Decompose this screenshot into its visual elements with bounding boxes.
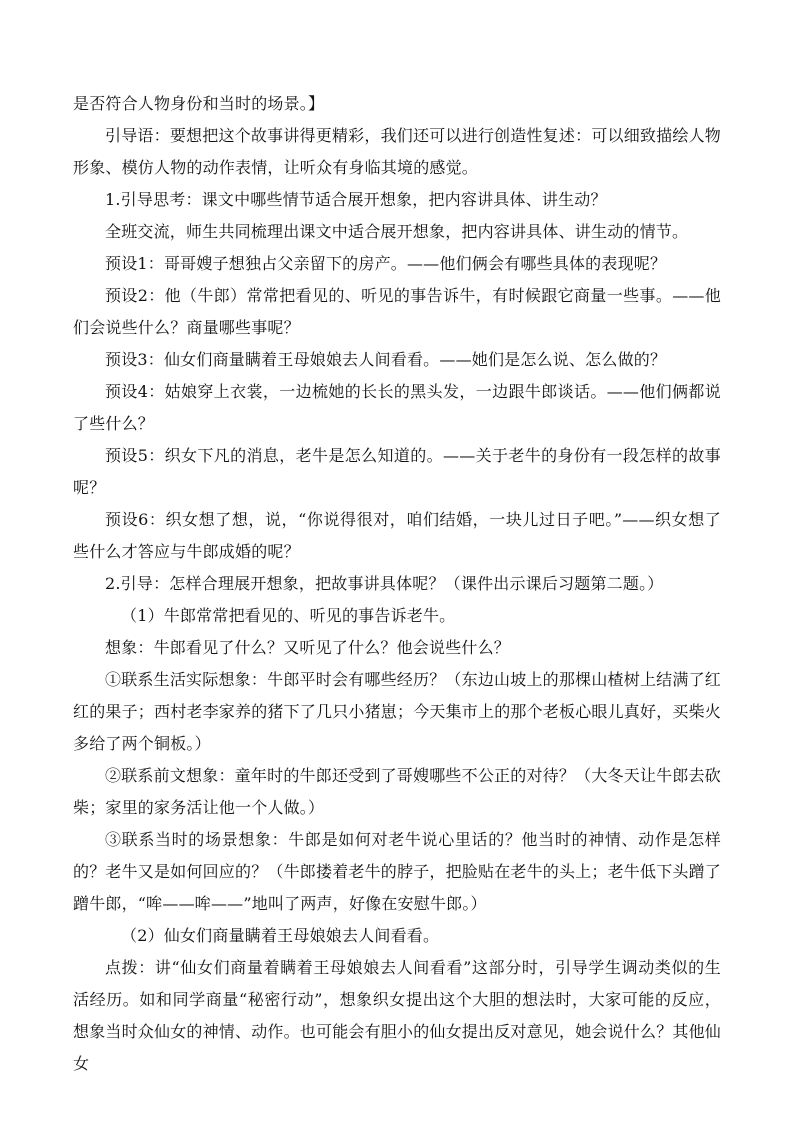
paragraph-preset-2: 预设2：他（牛郎）常常把看见的、听见的事告诉牛，有时候跟它商量一些事。——他们会说些什么？商量哪些事呢？ (73, 286, 721, 337)
paragraph-hint: 点拨：讲“仙女们商量着瞒着王母娘娘去人间看看”这部分时，引导学生调动类似的生活经历。如和同学商量“秘密行动”，想象织女提出这个大胆的想法时，大家可能的反应，想象当时众仙女的神情、动作。也可能会有胆小的仙女提出反对意见，她会说什么？其他仙女 (73, 958, 722, 1073)
paragraph-class-discussion: 全班交流，师生共同梳理出课文中适合展开想象，把内容讲具体、讲生动的情节。 (105, 222, 689, 241)
paragraph-subpoint-2: （2）仙女们商量瞒着王母娘娘去人间看看。 (121, 926, 440, 945)
paragraph-preset-4: 预设4：姑娘穿上衣裳，一边梳她的长长的黑头发，一边跟牛郎谈话。——他们俩都说了些什么？ (73, 382, 721, 433)
paragraph-step-1: 1.引导思考：课文中哪些情节适合展开想象，把内容讲具体、讲生动？ (105, 190, 607, 209)
paragraph-subpoint-1: （1）牛郎常常把看见的、听见的事告诉老牛。 (121, 606, 456, 625)
paragraph-imagine: 想象：牛郎看见了什么？又听见了什么？他会说些什么？ (105, 638, 511, 657)
paragraph-guide-intro: 引导语：要想把这个故事讲得更精彩，我们还可以进行创造性复述：可以细致描绘人物形象、模仿人物的动作表情，让听众有身临其境的感觉。 (73, 126, 721, 177)
paragraph-preset-5: 预设5：织女下凡的消息，老牛是怎么知道的。——关于老牛的身份有一段怎样的故事呢？ (73, 446, 721, 497)
paragraph-preset-3: 预设3：仙女们商量瞒着王母娘娘去人间看看。——她们是怎么说、怎么做的？ (105, 350, 667, 369)
paragraph-life-experience: ①联系生活实际想象：牛郎平时会有哪些经历？（东边山坡上的那棵山楂树上结满了红红的果子；西村老李家养的猪下了几只小猪崽；今天集市上的那个老板心眼儿真好，买柴火多给了两个铜板。） (73, 670, 722, 753)
paragraph-preset-6: 预设6：织女想了想，说，“你说得很对，咱们结婚，一块儿过日子吧。”——织女想了些什么才答应与牛郎成婚的呢？ (73, 510, 721, 561)
paragraph-step-2: 2.引导：怎样合理展开想象，把故事讲具体呢？（课件出示课后习题第二题。） (105, 574, 664, 593)
paragraph-preset-1: 预设1：哥哥嫂子想独占父亲留下的房产。——他们俩会有哪些具体的表现呢？ (105, 254, 667, 273)
document-body (73, 88, 721, 1080)
paragraph-previous-text: ②联系前文想象：童年时的牛郎还受到了哥嫂哪些不公正的对待？（大冬天让牛郎去砍柴；家里的家务活让他一个人做。） (73, 766, 721, 817)
paragraph-continuation: 是否符合人物身份和当时的场景。】 (73, 94, 325, 113)
paragraph-scene: ③联系当时的场景想象：牛郎是如何对老牛说心里话的？他当时的神情、动作是怎样的？老牛又是如何回应的？（牛郎搂着老牛的脖子，把脸贴在老牛的头上；老牛低下头蹭了蹭牛郎，“哞——哞——”地叫了两声，好像在安慰牛郎。） (73, 830, 722, 913)
